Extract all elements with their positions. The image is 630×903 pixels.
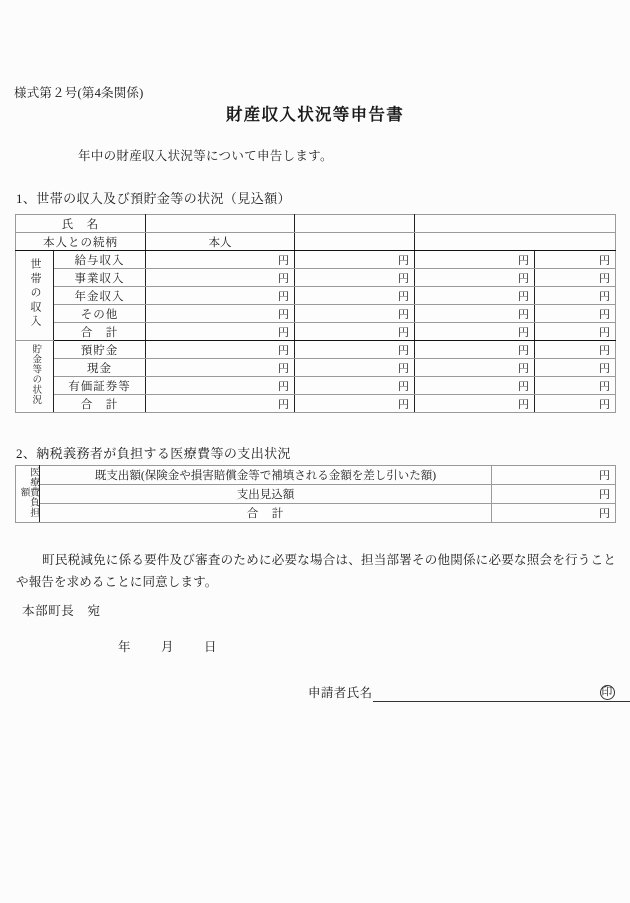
row-label-savings: 預貯金 (54, 341, 146, 359)
cell-income-total-1[interactable]: 円 (146, 323, 295, 341)
row-label-securities: 有価証券等 (54, 377, 146, 395)
cell-cash-2[interactable]: 円 (295, 359, 415, 377)
cell-name-value-1[interactable] (146, 215, 295, 233)
group-label-household-income: 世帯の収入 (16, 251, 54, 341)
cell-savings-1[interactable]: 円 (146, 341, 295, 359)
cell-pension-income-4[interactable]: 円 (535, 287, 616, 305)
income-and-savings-table (15, 214, 616, 413)
consent-line-1: 町民税減免に係る要件及び審査のために必要な場合は、担当部署その他関係に必要な照会を行うことや (16, 553, 616, 589)
row-label-income-total: 合 計 (54, 323, 146, 341)
table-row-pension-income (16, 287, 616, 305)
cell-savings-total-2[interactable]: 円 (295, 395, 415, 413)
cell-business-income-1[interactable]: 円 (146, 269, 295, 287)
section2-heading: 2、納税義務者が負担する医療費等の支出状況 (16, 446, 291, 461)
row-label-expected-amount: 支出見込額 (40, 485, 492, 504)
cell-relationship-value-2[interactable] (295, 233, 415, 251)
signature-label: 申請者氏名 (308, 686, 373, 700)
signature-line (308, 683, 630, 702)
cell-other-income-3[interactable]: 円 (415, 305, 535, 323)
cell-cash-1[interactable]: 円 (146, 359, 295, 377)
cell-savings-3[interactable]: 円 (415, 341, 535, 359)
seal-icon: 印 (601, 686, 613, 698)
table-row-salary-income (16, 251, 616, 269)
cell-name-label: 氏 名 (16, 215, 146, 233)
group-label-medical-burden: 医療費負担額 (16, 466, 40, 523)
row-label-medical-total: 合 計 (40, 504, 492, 523)
table-row-medical-total (16, 504, 616, 523)
table-row-other-income (16, 305, 616, 323)
cell-business-income-2[interactable]: 円 (295, 269, 415, 287)
addressee: 本部町長 宛 (22, 604, 101, 618)
table-row-savings-total (16, 395, 616, 413)
cell-pension-income-3[interactable]: 円 (415, 287, 535, 305)
cell-medical-total-value[interactable]: 円 (492, 504, 616, 523)
signature-input[interactable] (373, 687, 630, 702)
cell-expected-amount-value[interactable]: 円 (492, 485, 616, 504)
medical-expense-table (15, 465, 616, 523)
cell-other-income-4[interactable]: 円 (535, 305, 616, 323)
row-label-other-income: その他 (54, 305, 146, 323)
cell-pension-income-2[interactable]: 円 (295, 287, 415, 305)
row-label-business-income: 事業収入 (54, 269, 146, 287)
date-day-label[interactable]: 日 (204, 640, 218, 654)
table-row-relationship (16, 233, 616, 251)
row-label-savings-total: 合 計 (54, 395, 146, 413)
cell-cash-3[interactable]: 円 (415, 359, 535, 377)
group-label-savings-status: 貯金等の状況 (16, 341, 54, 413)
date-year-label[interactable]: 年 (118, 640, 132, 654)
row-label-salary-income: 給与収入 (54, 251, 146, 269)
cell-salary-income-2[interactable]: 円 (295, 251, 415, 269)
date-line (118, 637, 217, 655)
cell-other-income-2[interactable]: 円 (295, 305, 415, 323)
cell-savings-4[interactable]: 円 (535, 341, 616, 359)
cell-income-total-3[interactable]: 円 (415, 323, 535, 341)
table-row-savings (16, 341, 616, 359)
cell-name-value-3[interactable] (415, 215, 616, 233)
table-row-income-total (16, 323, 616, 341)
cell-income-total-2[interactable]: 円 (295, 323, 415, 341)
cell-name-value-2[interactable] (295, 215, 415, 233)
cell-savings-total-1[interactable]: 円 (146, 395, 295, 413)
cell-relationship-label: 本人との続柄 (16, 233, 146, 251)
row-label-pension-income: 年金収入 (54, 287, 146, 305)
table-row-securities (16, 377, 616, 395)
cell-cash-4[interactable]: 円 (535, 359, 616, 377)
cell-pension-income-1[interactable]: 円 (146, 287, 295, 305)
cell-securities-3[interactable]: 円 (415, 377, 535, 395)
consent-line-2: 報告を求めることに同意します。 (28, 574, 218, 589)
row-label-cash: 現金 (54, 359, 146, 377)
document-title: 財産収入状況等申告書 (226, 105, 404, 124)
date-month-label[interactable]: 月 (161, 640, 175, 654)
cell-income-total-4[interactable]: 円 (535, 323, 616, 341)
cell-savings-total-4[interactable]: 円 (535, 395, 616, 413)
row-label-paid-amount: 既支出額(保険金や損害賠償金等で補填される金額を差し引いた額) (40, 466, 492, 485)
cell-salary-income-3[interactable]: 円 (415, 251, 535, 269)
cell-savings-total-3[interactable]: 円 (415, 395, 535, 413)
cell-securities-2[interactable]: 円 (295, 377, 415, 395)
form-number: 様式第２号(第4条関係) (14, 86, 144, 100)
table-row-cash (16, 359, 616, 377)
table-row-name (16, 215, 616, 233)
cell-business-income-4[interactable]: 円 (535, 269, 616, 287)
cell-savings-2[interactable]: 円 (295, 341, 415, 359)
cell-relationship-value-1[interactable]: 本人 (146, 233, 295, 251)
cell-business-income-3[interactable]: 円 (415, 269, 535, 287)
cell-relationship-value-3[interactable] (415, 233, 616, 251)
cell-paid-amount-value[interactable]: 円 (492, 466, 616, 485)
intro-statement: 年中の財産収入状況等について申告します。 (78, 149, 333, 163)
consent-paragraph (16, 550, 616, 594)
section1-heading: 1、世帯の収入及び預貯金等の状況（見込額） (16, 191, 291, 206)
cell-securities-1[interactable]: 円 (146, 377, 295, 395)
table-row-expected-amount (16, 485, 616, 504)
table-row-paid-amount (16, 466, 616, 485)
cell-securities-4[interactable]: 円 (535, 377, 616, 395)
cell-salary-income-4[interactable]: 円 (535, 251, 616, 269)
cell-other-income-1[interactable]: 円 (146, 305, 295, 323)
table-row-business-income (16, 269, 616, 287)
cell-salary-income-1[interactable]: 円 (146, 251, 295, 269)
